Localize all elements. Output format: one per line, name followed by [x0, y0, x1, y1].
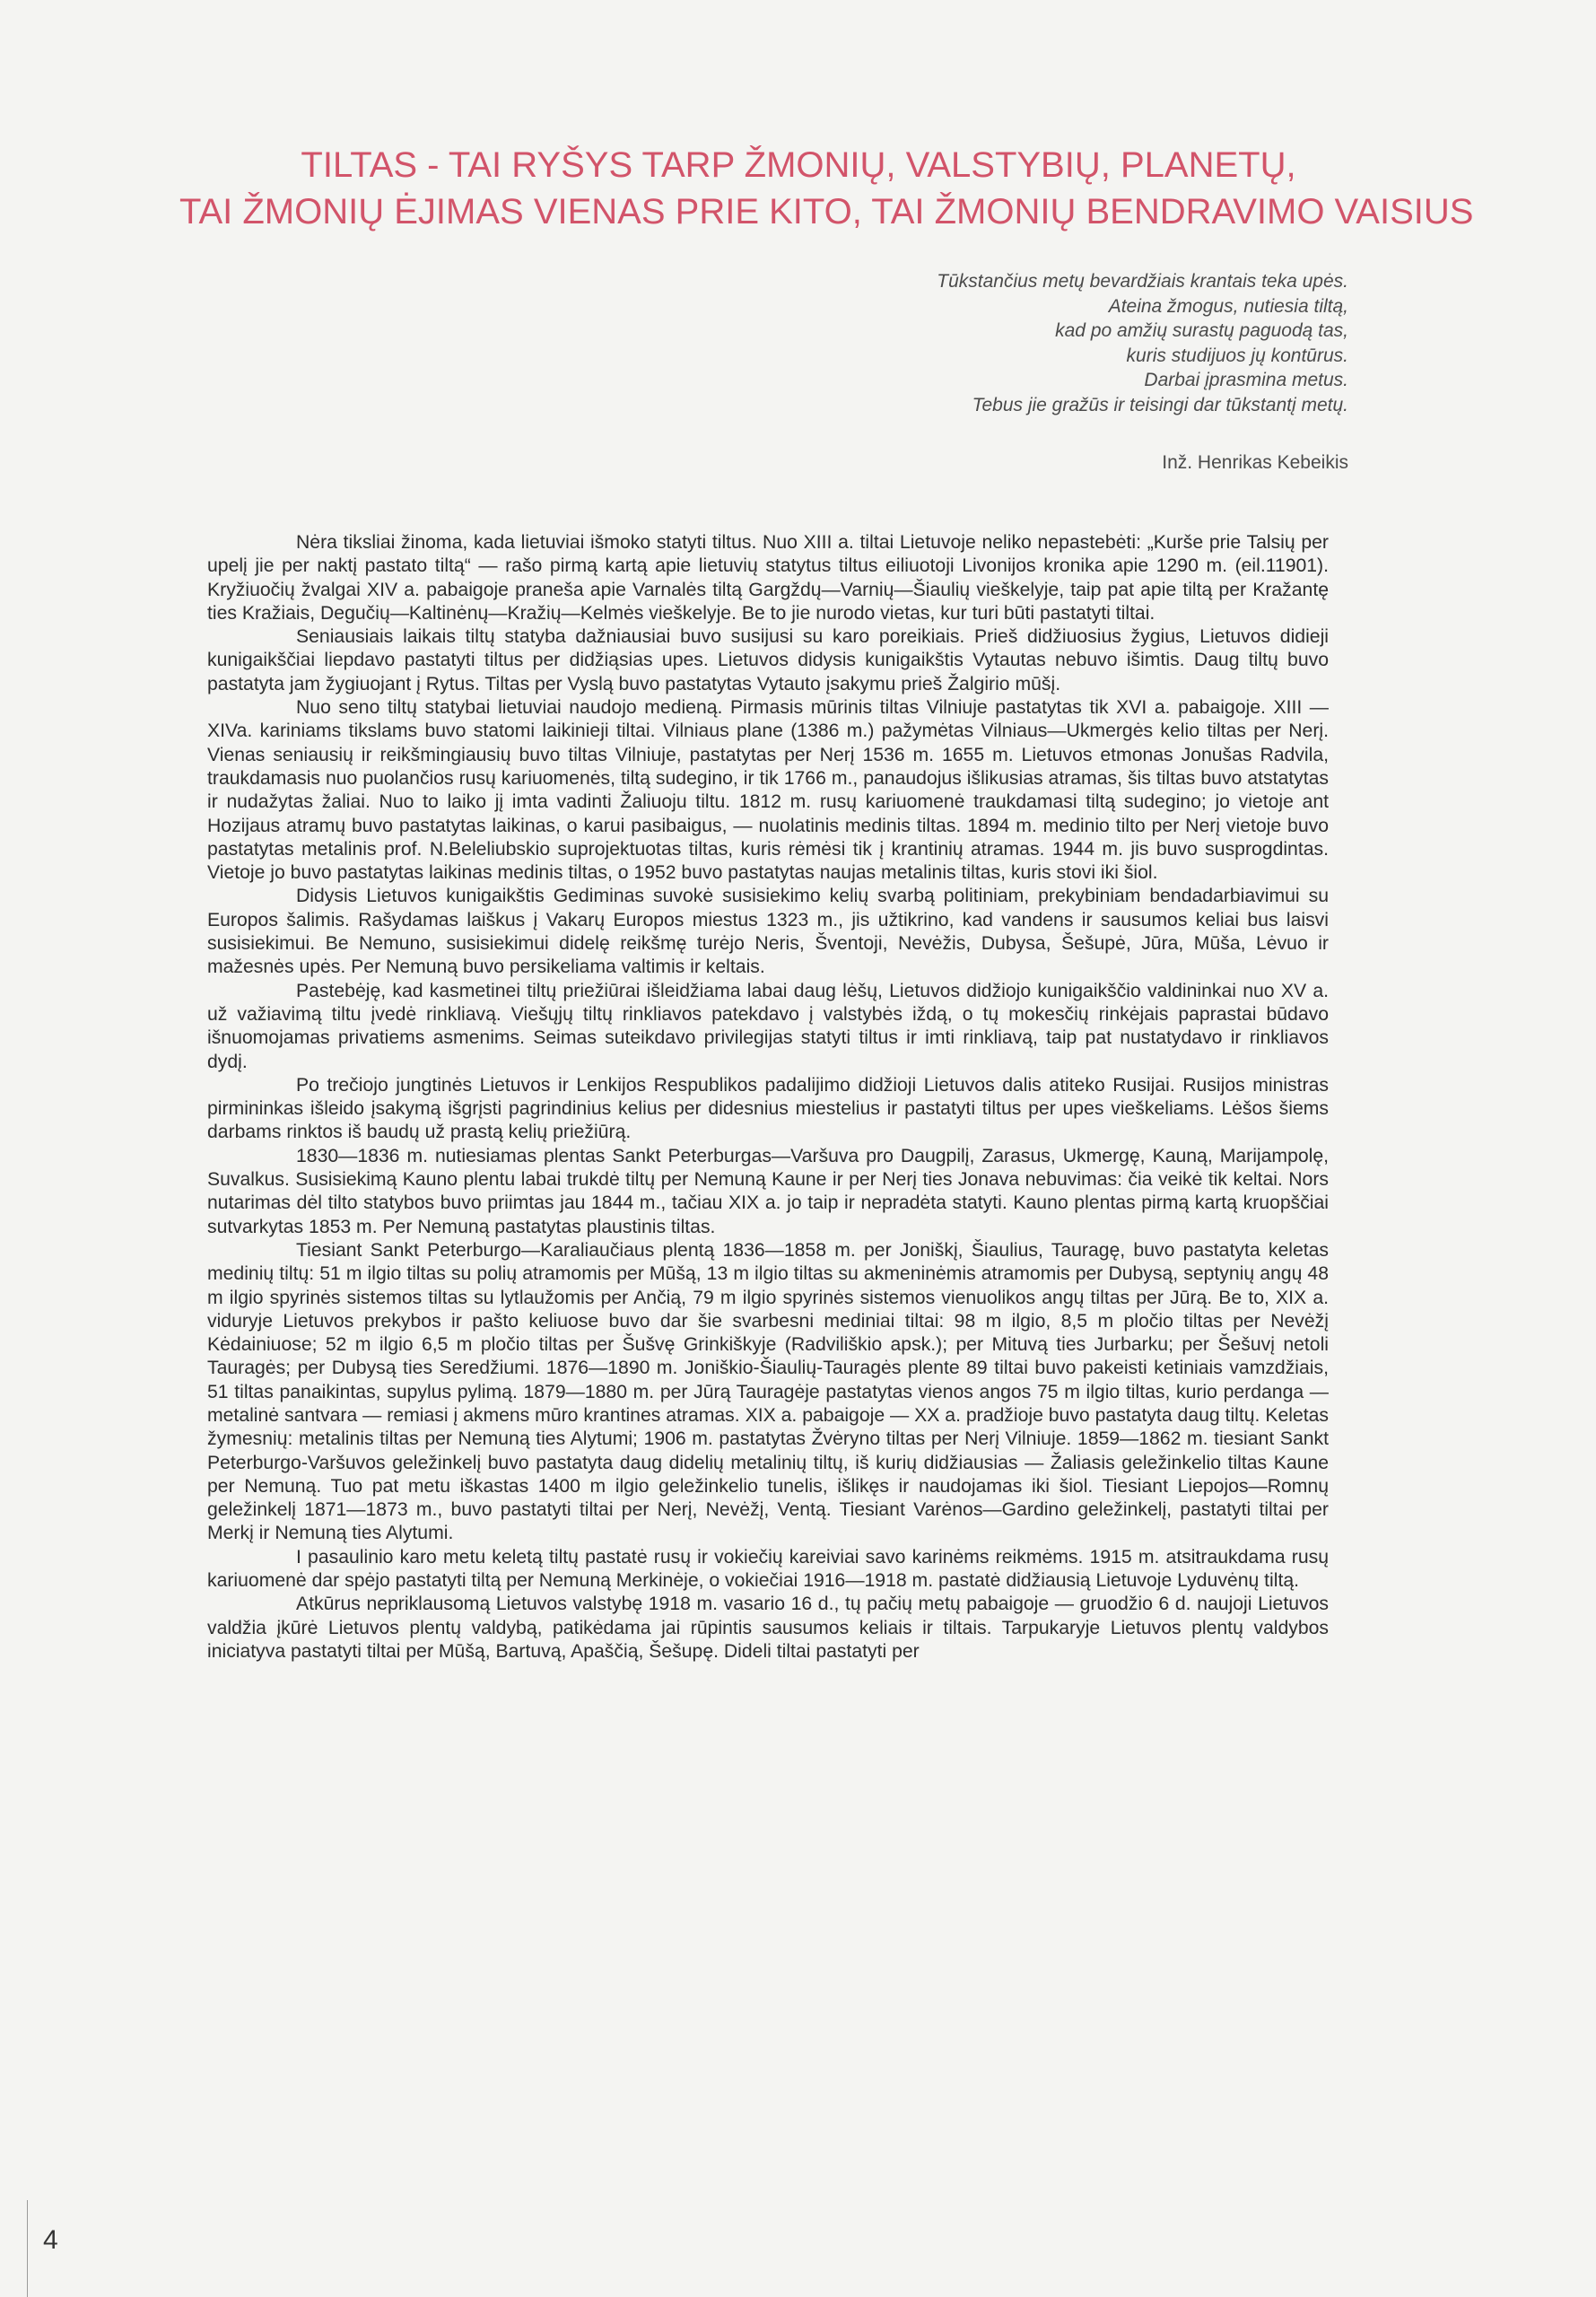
page-title — [179, 142, 1474, 235]
paragraph: Didysis Lietuvos kunigaikštis Gediminas suvokė susisiekimo kelių svarbą politiniam, prekybiniam bendadarbiavimui su Europos šalimis. Rašydamas laiškus į Vakarų Europos miestus 1323 m., jis užtikrino, kad vandens ir sausumos keliai bus laisvi susisiekimui. Be Nemuno, susisiekimui didelę reikšmę turėjo Neris, Šventoji, Nevėžis, Dubysa, Šešupė, Jūra, Mūša, Lėvuo ir mažesnės upės. Per Nemuną buvo persikeliama valtimis ir keltais. — [207, 886, 1329, 978]
epigraph-line: Tūkstančius metų bevardžiais krantais teka upės. — [937, 271, 1348, 292]
paragraph: Nėra tiksliai žinoma, kada lietuviai išmoko statyti tiltus. Nuo XIII a. tiltai Lietuvoje neliko nepastebėti: „Kurše prie Talsių per upelį jie per naktį pastato tiltą“ — rašo pirmą kartą apie lietuvių statytus tiltus eiliuotoji Livonijos kronika apie 1290 m. (eil.11901). Kryžiuočių žvalgai XIV a. pabaigoje praneša apie Varnalės tiltą Gargždų—Varnių—Šiaulių vieškelyje, taip pat apie tiltą per Kražantę ties Kražiais, Degučių—Kaltinėnų—Kražių—Kelmės vieškelyje. Be to jie nurodo vietas, kur turi būti pastatyti tiltai. — [207, 532, 1329, 624]
epigraph — [631, 269, 1348, 476]
epigraph-line: kad po amžių surastų paguodą tas, — [1055, 320, 1348, 341]
paragraph: Atkūrus nepriklausomą Lietuvos valstybę 1918 m. vasario 16 d., tų pačių metų pabaigoje — gruodžio 6 d. naujoji Lietuvos valdžia įkūrė Lietuvos plentų valdybą, patikėdama jai rūpintis sausumos keliais ir tiltais. Tarpukaryje Lietuvos plentų valdybos iniciatyva pastatyti tiltai per Mūšą, Bartuvą, Apaščią, Šešupę. Dideli tiltai pastatyti per — [207, 1594, 1329, 1662]
epigraph-line: kuris studijuos jų kontūrus. — [1126, 345, 1348, 366]
paragraph: Pastebėję, kad kasmetinei tiltų priežiūrai išleidžiama labai daug lėšų, Lietuvos didžiojo kunigaikščio valdininkai nuo XV a. už važiavimą tiltu įvedė rinkliavą. Viešųjų tiltų rinkliavos patekdavo į valstybės iždą, o tų mokesčių rinkėjais paprastai būdavo išnuomojamas privatiems asmenims. Seimas suteikdavo privilegijas statyti tiltus ir imti rinkliavą, taip pat nustatydavo ir rinkliavos dydį. — [207, 980, 1329, 1072]
page-number: 4 — [43, 2225, 58, 2255]
paragraph: Tiesiant Sankt Peterburgo—Karaliaučiaus plentą 1836—1858 m. per Joniškį, Šiaulius, Tauragę, buvo pastatyta keletas medinių tiltų: 51 m ilgio tiltas su polių atramomis per Mūšą, 13 m ilgio tiltas su akmeninėmis atramomis per Dubysą, septynių angų 48 m ilgio spyrinės sistemos tiltas su lytlaužomis per Ančią, 79 m ilgio spyrinės sistemos vienuolikos angų tiltas per Jūrą. Be to, XIX a. viduryje Lietuvos prekybos ir pašto keliuose buvo dar šie svarbesni mediniai tiltai: 98 m ilgio, 8,5 m pločio tiltas per Nevėžį Kėdainiuose; 52 m ilgio 6,5 m pločio tiltas per Šušvę Grinkiškyje (Radviliškio apsk.); per Mituvą ties Jurbarku; per Šešuvį netoli Tauragės; per Dubysą ties Seredžiumi. 1876—1890 m. Joniškio-Šiaulių-Tauragės plente 89 tiltai buvo pakeisti ketiniais vamzdžiais, 51 tiltas panaikintas, supylus pylimą. 1879—1880 m. per Jūrą Tauragėje pastatytas vienos angos 75 m ilgio tiltas, kurio perdanga — metalinė santvara — remiasi į akmens mūro krantines atramas. XIX a. pabaigoje — XX a. pradžioje buvo pastatyta daug tiltų. Keletas žymesnių: metalinis tiltas per Nemuną ties Alytumi; 1906 m. pastatytas Žvėryno tiltas per Nerį Vilniuje. 1859—1862 m. tiesiant Sankt Peterburgo-Varšuvos geležinkelį buvo pastatyta daug didelių metalinių tiltų, iš kurių didžiausias — Žaliasis geležinkelio tiltas Kaune per Nemuną. Tuo pat metu iškastas 1400 m ilgio geležinkelio tunelis, išlikęs ir naudojamas iki šiol. Tiesiant Liepojos—Romnų geležinkelį 1871—1873 m., buvo pastatyti tiltai per Nerį, Nevėžį, Ventą. Tiesiant Varėnos—Gardino geležinkelį, pastatyti tiltai per Merkį ir Nemuną ties Alytumi. — [207, 1239, 1329, 1544]
epigraph-line: Tebus jie gražūs ir teisingi dar tūkstantį metų. — [972, 394, 1348, 415]
paragraph: Nuo seno tiltų statybai lietuviai naudojo medieną. Pirmasis mūrinis tiltas Vilniuje pastatytas tik XVI a. pabaigoje. XIII — XIVa. kariniams tikslams buvo statomi laikinieji tiltai. Vilniaus plane (1386 m.) pažymėtas Vilniaus—Ukmergės kelio tiltas per Nerį. Vienas seniausių ir reikšmingiausių buvo tiltas Vilniuje, pastatytas per Nerį 1536 m. 1655 m. Lietuvos etmonas Jonušas Radvila, traukdamasis nuo puolančios rusų kariuomenės, tiltą sudegino, ir tik 1766 m., panaudojus išlikusias atramas, šis tiltas buvo atstatytas ir nudažytas žaliai. Nuo to laiko jį imta vadinti Žaliuoju tiltu. 1812 m. rusų kariuomenė traukdamasi tiltą sudegino; jo vietoje ant Hozijaus atramų buvo pastatytas laikinas, o karui pasibaigus, — nuolatinis medinis tiltas. 1894 m. medinio tilto per Nerį vietoje buvo pastatytas metalinis prof. N.Beleliubskio suprojektuotas tiltas, kuris rėmėsi tik į krantinių atramas. 1944 m. jis buvo susprogdintas. Vietoje jo buvo pastatytas laikinas medinis tiltas, o 1952 buvo pastatytas naujas metalinis tiltas, kuris stovi iki šiol. — [207, 697, 1329, 884]
paragraph: Po trečiojo jungtinės Lietuvos ir Lenkijos Respublikos padalijimo didžioji Lietuvos dalis atiteko Rusijai. Rusijos ministras pirmininkas išleido įsakymą išgrįsti pagrindinius kelius per didesnius miestelius ir pastatyti tiltus per upes vieškeliams. Lėšos šiems darbams rinktos iš baudų už prastą kelių priežiūrą. — [207, 1074, 1329, 1143]
epigraph-line: Ateina žmogus, nutiesia tiltą, — [1108, 295, 1348, 317]
article-body — [207, 531, 1329, 1664]
paragraph: I pasaulinio karo metu keletą tiltų pastatė rusų ir vokiečių kareiviai savo karinėms reikmėms. 1915 m. atsitraukdama rusų kariuomenė dar spėjo pastatyti tiltą per Nemuną Merkinėje, o vokiečiai 1916—1918 m. pastatė didžiausią Lietuvoje Lyduvėnų tiltą. — [207, 1546, 1329, 1592]
epigraph-author: Inž. Henrikas Kebeikis — [1162, 452, 1348, 473]
title-line-1: TILTAS - TAI RYŠYS TARP ŽMONIŲ, VALSTYBIŲ, PLANETŲ, — [301, 145, 1296, 185]
paragraph: 1830—1836 m. nutiesiamas plentas Sankt Peterburgas—Varšuva pro Daugpilį, Zarasus, Ukmergę, Kauną, Marijampolę, Suvalkus. Susisiekimą Kauno plentu labai trukdė tiltų per Nemuną Kaune ir per Nerį ties Jonava nebuvimas: čia veikė tik keltai. Nors nutarimas dėl tilto statybos buvo priimtas jau 1844 m., tačiau XIX a. jo taip ir nepradėta statyti. Kauno plentas pirmą kartą kruopščiai sutvarkytas 1853 m. Per Nemuną pastatytas plaustinis tiltas. — [207, 1145, 1329, 1237]
page-margin-rule — [27, 2200, 28, 2297]
title-line-2: TAI ŽMONIŲ ĖJIMAS VIENAS PRIE KITO, TAI ŽMONIŲ BENDRAVIMO VAISIUS — [179, 192, 1474, 231]
paragraph: Seniausiais laikais tiltų statyba dažniausiai buvo susijusi su karo poreikiais. Prieš didžiuosius žygius, Lietuvos didieji kunigaikščiai liepdavo pastatyti tiltus per didžiąsias upes. Lietuvos didysis kunigaikštis Vytautas nebuvo išimtis. Daug tiltų buvo pastatyta jam žygiuojant į Rytus. Tiltas per Vyslą buvo pastatytas Vytauto įsakymu prieš Žalgirio mūšį. — [207, 626, 1329, 694]
epigraph-line: Darbai įprasmina metus. — [1144, 370, 1348, 390]
